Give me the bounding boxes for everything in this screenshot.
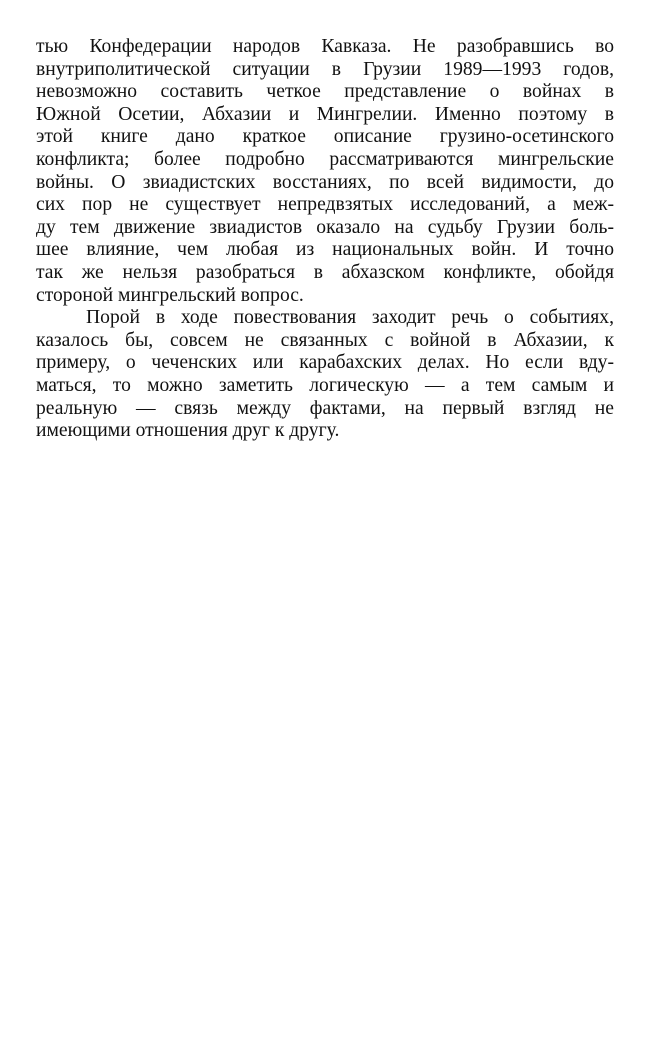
text-line: сих пор не существует непредвзятых исследований, а меж-: [36, 194, 614, 216]
text-line: конфликта; более подробно рассматриваются мингрельские: [36, 148, 614, 170]
text-line: так же нельзя разобраться в абхазском конфликте, обойдя: [36, 261, 614, 283]
document-page: [36, 36, 614, 443]
text-line: имеющими отношения друг к другу.: [36, 420, 340, 442]
paragraph-2: [36, 307, 614, 443]
text-line: внутриполитической ситуации в Грузии 1989—1993 годов,: [36, 58, 614, 80]
text-line: тью Конфедерации народов Кавказа. Не разобравшись во: [36, 36, 614, 57]
text-line: стороной мингрельский вопрос.: [36, 284, 304, 306]
text-line: ду тем движение звиадистов оказало на судьбу Грузии боль-: [36, 216, 614, 238]
text-line: невозможно составить четкое представление о войнах в: [36, 81, 614, 103]
text-line: казалось бы, совсем не связанных с войной в Абхазии, к: [36, 329, 614, 351]
text-line: шее влияние, чем любая из национальных войн. И точно: [36, 239, 614, 261]
text-line: реальную — связь между фактами, на первый взгляд не: [36, 397, 614, 419]
text-line: маться, то можно заметить логическую — а тем самым и: [36, 374, 614, 396]
paragraph-1: [36, 36, 614, 307]
text-line: этой книге дано краткое описание грузино-осетинского: [36, 126, 614, 148]
text-line: войны. О звиадистских восстаниях, по всей видимости, до: [36, 171, 614, 193]
text-line: Южной Осетии, Абхазии и Мингрелии. Именно поэтому в: [36, 103, 614, 125]
text-line: Порой в ходе повествования заходит речь о событиях,: [86, 307, 614, 329]
text-line: примеру, о чеченских или карабахских делах. Но если вду-: [36, 352, 614, 374]
